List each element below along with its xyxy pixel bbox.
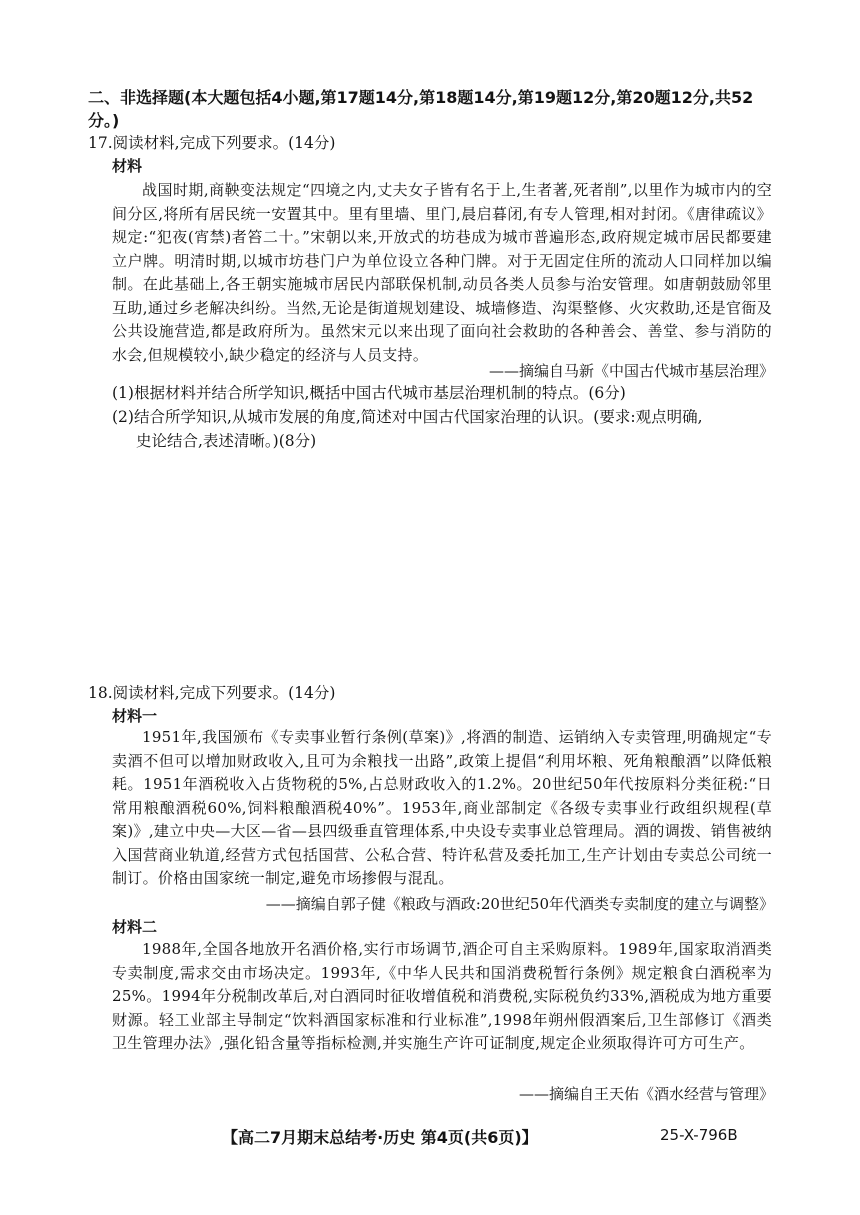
q17-requirement-2-line-a: (2)结合所学知识,从城市发展的角度,简述对中国古代国家治理的认识。(要求:观点明确, [112,408,703,426]
q17-source: ——摘编自马新《中国古代城市基层治理》 [488,362,774,380]
q17-requirement-2 [112,405,777,453]
section-heading: 二、非选择题(本大题包括4小题,第17题14分,第18题14分,第19题12分,第20题12分,共52分。) [88,88,754,130]
q17-requirement-1: (1)根据材料并结合所学知识,概括中国古代城市基层治理机制的特点。(6分) [112,384,626,402]
q18-material-2-label: 材料二 [112,918,158,936]
q18-material-2-text: 1988年,全国各地放开名酒价格,实行市场调节,酒企可自主采购原料。1989年,国家取消酒类专卖制度,需求交由市场决定。1993年,《中华人民共和国消费税暂行条例》规定粮食白酒税率为25%。1994年分税制改革后,对白酒同时征收增值税和消费税,实际税负约33%,酒税成为地方重要财源。轻工业部主导制定“饮料酒国家标准和行业标准”,1998年朔州假酒案后,卫生部修订《酒类卫生管理办法》,强化铅含量等指标检测,并实施生产许可证制度,规定企业须取得许可方可生产。 [112,940,772,1052]
q17-material-text: 战国时期,商鞅变法规定“四境之内,丈夫女子皆有名于上,生者著,死者削”,以里作为城市内的空间分区,将所有居民统一安置其中。里有里墙、里门,晨启暮闭,有专人管理,相对封闭。《唐律疏议》规定:“犯夜(宵禁)者笞二十。”宋朝以来,开放式的坊巷成为城市普遍形态,政府规定城市居民都要建立户牌。明清时期,以城市坊巷门户为单位设立各种门牌。对于无固定住所的流动人口同样加以编制。在此基础上,各王朝实施城市居民内部联保机制,动员各类人员参与治安管理。如唐朝鼓励邻里互助,通过乡老解决纠纷。当然,无论是街道规划建设、城墙修造、沟渠整修、火灾救助,还是官衙及公共设施营造,都是政府所为。虽然宋元以来出现了面向社会救助的各种善会、善堂、参与消防的水会,但规模较小,缺少稳定的经济与人员支持。 [112,181,772,364]
question-17-title: 17.阅读材料,完成下列要求。(14分) [88,134,336,152]
q18-source-1: ——摘编自郭子健《粮政与酒政:20世纪50年代酒类专卖制度的建立与调整》 [265,895,774,913]
question-18-title: 18.阅读材料,完成下列要求。(14分) [88,684,336,702]
q18-source-2: ——摘编自王天佑《酒水经营与管理》 [518,1085,774,1103]
q17-material-label: 材料 [112,157,143,175]
q18-material-1-label: 材料一 [112,707,158,725]
q17-requirement-2-line-b: 史论结合,表述清晰。)(8分) [136,432,317,450]
q18-material-1-text: 1951年,我国颁布《专卖事业暂行条例(草案)》,将酒的制造、运销纳入专卖管理,明确规定“专卖酒不但可以增加财政收入,且可为余粮找一出路”,政策上提倡“利用坏粮、死角粮酿酒”以降低粮耗。1951年酒税收入占货物税的5%,占总财政收入的1.2%。20世纪50年代按原料分类征税:“日常用粮酿酒税60%,饲料粮酿酒税40%”。1953年,商业部制定《各级专卖事业行政组织规程(草案)》,建立中央—大区—省—县四级垂直管理体系,中央设专卖事业总管理局。酒的调拨、销售被纳入国营商业轨道,经营方式包括国营、公私合营、特许私营及委托加工,生产计划由专卖总公司统一制订。价格由国家统一制定,避免市场掺假与混乱。 [112,728,772,887]
page-footer: 【高二7月期末总结考·历史 第4页(共6页)】 [222,1128,538,1147]
exam-code: 25-X-796B [660,1126,738,1144]
